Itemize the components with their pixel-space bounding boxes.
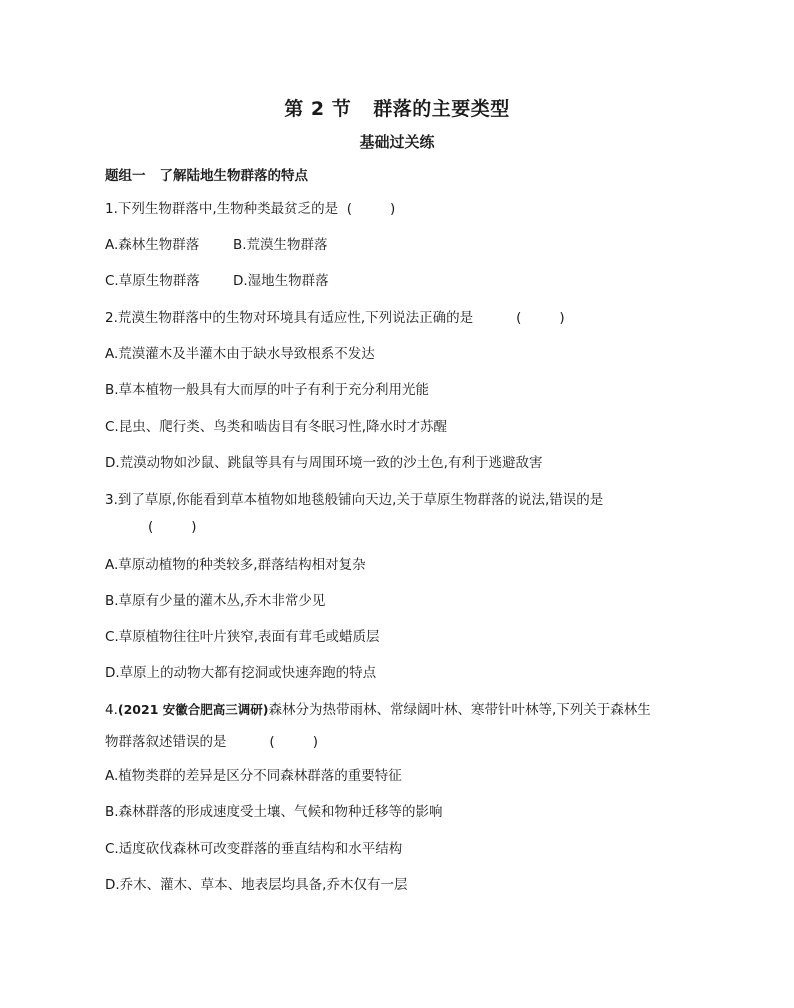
question-2-option-a[interactable]: A.荒漠灌木及半灌木由于缺水导致根系不发达 (105, 346, 375, 362)
question-1-options-cd (105, 269, 405, 289)
question-3-option-a[interactable]: A.草原动植物的种类较多,群落结构相对复杂 (105, 557, 366, 573)
question-1-options-ab (105, 233, 405, 253)
question-3-option-b[interactable]: B.草原有少量的灌木丛,乔木非常少见 (105, 593, 326, 609)
option-d[interactable]: D.湿地生物群落 (233, 273, 329, 289)
section-name: 群落的主要类型 (373, 98, 510, 120)
question-4-stem-line-1: 4.(2021 安徽合肥高三调研)森林分为热带雨林、常绿阔叶林、寒带针叶林等,下列关于森林生 (105, 702, 651, 718)
option-c[interactable]: C.草原生物群落 (105, 273, 200, 289)
question-4-option-a[interactable]: A.植物类群的差异是区分不同森林群落的重要特征 (105, 768, 402, 784)
question-1-stem: 1.下列生物群落中,生物种类最贫乏的是 ( ) (105, 201, 396, 217)
page-subtitle: 基础过关练 (359, 133, 435, 151)
question-3-option-c[interactable]: C.草原植物往往叶片狭窄,表面有茸毛或蜡质层 (105, 629, 380, 645)
question-4-stem-line-2: 物群落叙述错误的是 ( ) (105, 734, 318, 750)
question-3-answer-bracket: ( ) (148, 519, 197, 535)
question-2-option-d[interactable]: D.荒漠动物如沙鼠、跳鼠等具有与周围环境一致的沙土色,有利于逃避敌害 (105, 455, 543, 471)
question-4-option-d[interactable]: D.乔木、灌木、草本、地表层均具备,乔木仅有一层 (105, 877, 408, 893)
page-title (0, 94, 794, 121)
question-2-option-b[interactable]: B.草本植物一般具有大而厚的叶子有利于充分利用光能 (105, 382, 430, 398)
section-number: 第 2 节 (284, 98, 352, 120)
question-2-stem: 2.荒漠生物群落中的生物对环境具有适应性,下列说法正确的是 ( ) (105, 310, 565, 326)
question-3-option-d[interactable]: D.草原上的动物大都有挖洞或快速奔跑的特点 (105, 665, 377, 681)
question-4-option-c[interactable]: C.适度砍伐森林可改变群落的垂直结构和水平结构 (105, 841, 403, 857)
question-2-option-c[interactable]: C.昆虫、爬行类、鸟类和啮齿目有冬眠习性,降水时才苏醒 (105, 419, 448, 435)
question-group-heading: 题组一 了解陆地生物群落的特点 (105, 168, 308, 184)
question-4-option-b[interactable]: B.森林群落的形成速度受土壤、气候和物种迁移等的影响 (105, 804, 443, 820)
option-b[interactable]: B.荒漠生物群落 (233, 237, 328, 253)
option-a[interactable]: A.森林生物群落 (105, 237, 200, 253)
question-source: (2021 安徽合肥高三调研) (117, 702, 269, 717)
question-3-stem: 3.到了草原,你能看到草本植物如地毯般铺向天边,关于草原生物群落的说法,错误的是 (105, 492, 604, 508)
